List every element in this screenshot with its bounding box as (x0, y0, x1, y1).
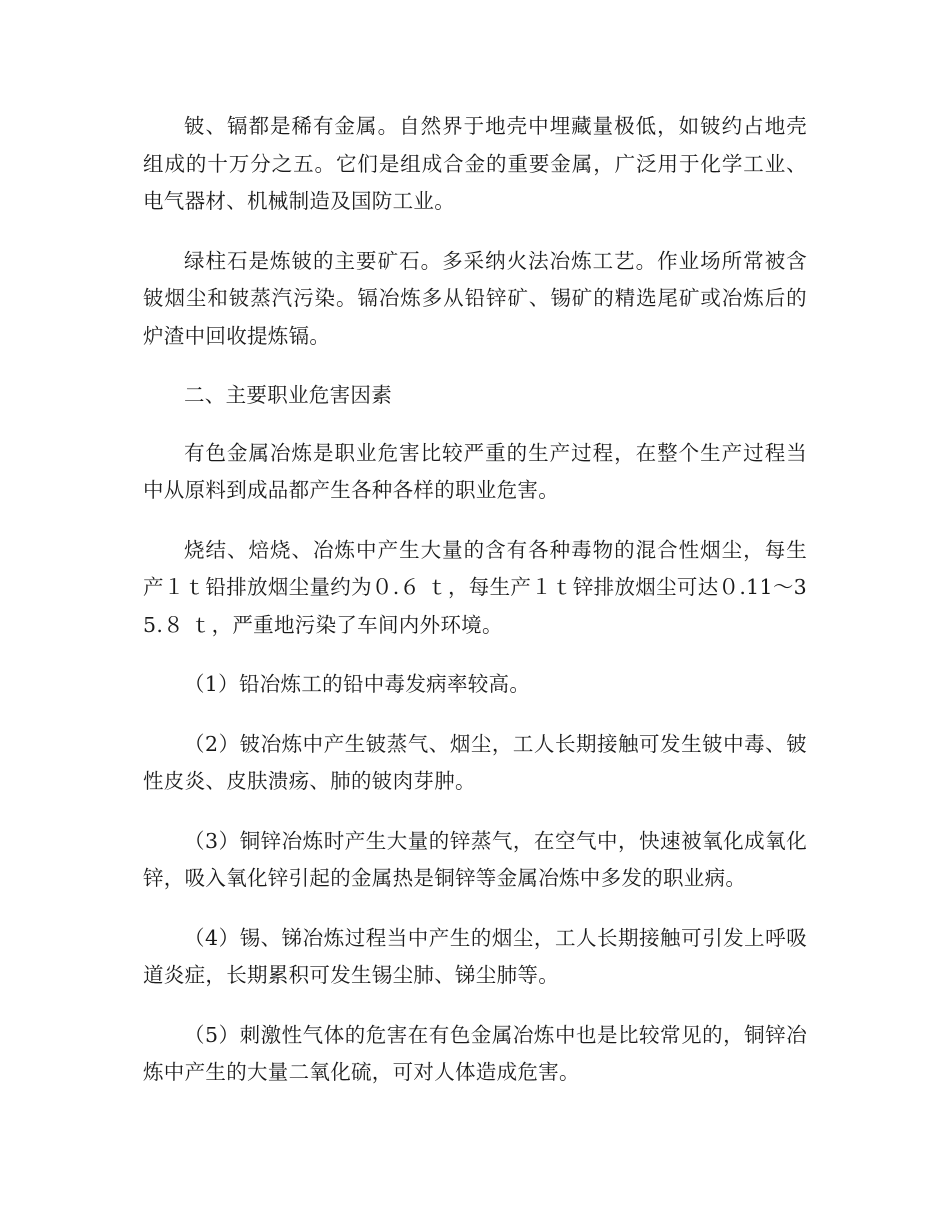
section-heading-hazards: 二、主要职业危害因素 (184, 383, 392, 407)
list-item-lead: （1）铅冶炼工的铅中毒发病率较高。 (184, 672, 531, 696)
list-item-tin-antimony: （4）锡、锑冶炼过程当中产生的烟尘，工人长期接触可引发上呼吸道炎症，长期累积可发生锡尘肺、锑尘肺等。 (143, 925, 807, 987)
list-item-zinc: （3）铜锌冶炼时产生大量的锌蒸气，在空气中，快速被氧化成氧化锌，吸入氧化锌引起的金属热是铜锌等金属冶炼中多发的职业病。 (143, 828, 807, 890)
paragraph-hazard-overview: 有色金属冶炼是职业危害比较严重的生产过程，在整个生产过程当中从原料到成品都产生各种各样的职业危害。 (143, 440, 807, 502)
paragraph-smoke-dust: 烧结、焙烧、冶炼中产生大量的含有各种毒物的混合性烟尘，每生产１ｔ铅排放烟尘量约为０.６ ｔ，每生产１ｔ锌排放烟尘可达０.11～35.８ ｔ，严重地污染了车间内外环境。 (143, 537, 807, 637)
list-item-irritant-gas: （5）刺激性气体的危害在有色金属冶炼中也是比较常见的，铜锌冶炼中产生的大量二氧化硫，可对人体造成危害。 (143, 1022, 807, 1084)
list-item-beryllium: （2）铍冶炼中产生铍蒸气、烟尘，工人长期接触可发生铍中毒、铍性皮炎、皮肤溃疡、肺的铍肉芽肿。 (143, 731, 807, 793)
document-page (143, 108, 807, 1114)
paragraph-beryllium-cadmium-intro: 铍、镉都是稀有金属。自然界于地壳中埋藏量极低，如铍约占地壳组成的十万分之五。它们是组成合金的重要金属，广泛用于化学工业、电气器材、机械制造及国防工业。 (143, 114, 807, 213)
paragraph-smelting-process: 绿柱石是炼铍的主要矿石。多采纳火法冶炼工艺。作业场所常被含铍烟尘和铍蒸汽污染。镉冶炼多从铅锌矿、锡矿的精选尾矿或冶炼后的炉渣中回收提炼镉。 (143, 248, 807, 348)
